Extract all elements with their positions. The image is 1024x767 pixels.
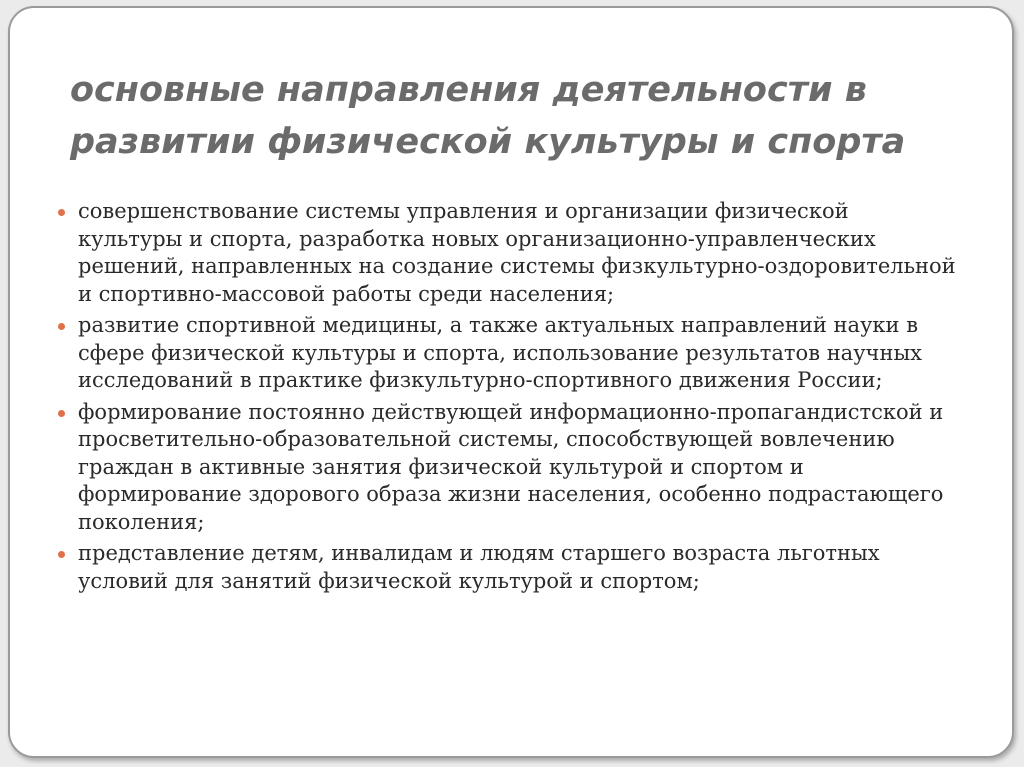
list-item-text: представление детям, инвалидам и людям старшего возраста льготных условий для занятий физической культурой и спортом; [78, 541, 880, 593]
list-item-text: развитие спортивной медицины, а также актуальных направлений науки в сфере физической культуры и спорта, использование результатов научных исследований в практике физкультурно-спортивного движения России; [78, 313, 922, 392]
list-item [58, 540, 958, 595]
list-item [58, 399, 958, 537]
list-item-text: совершенствование системы управления и организации физической культуры и спорта, разработка новых организационно-управленческих решений, направленных на создание системы физкультурно-оздоровительной и спортивно-массовой работы среди населения; [78, 199, 956, 306]
list-item [58, 198, 958, 308]
bullet-dot-icon [58, 209, 65, 216]
bullet-dot-icon [58, 551, 65, 558]
bullet-dot-icon [58, 410, 65, 417]
bullet-list [58, 198, 958, 599]
list-item [58, 312, 958, 395]
slide-title: основные направления деятельности в развитии физической культуры и спорта [70, 70, 906, 162]
slide-frame [8, 6, 1014, 758]
bullet-dot-icon [58, 323, 65, 330]
list-item-text: формирование постоянно действующей информационно-пропагандистской и просветительно-образовательной системы, способствующей вовлечению граждан в активные занятия физической культурой и спортом и формирование здорового образа жизни населения, особенно подрастающего поколения; [78, 399, 944, 534]
